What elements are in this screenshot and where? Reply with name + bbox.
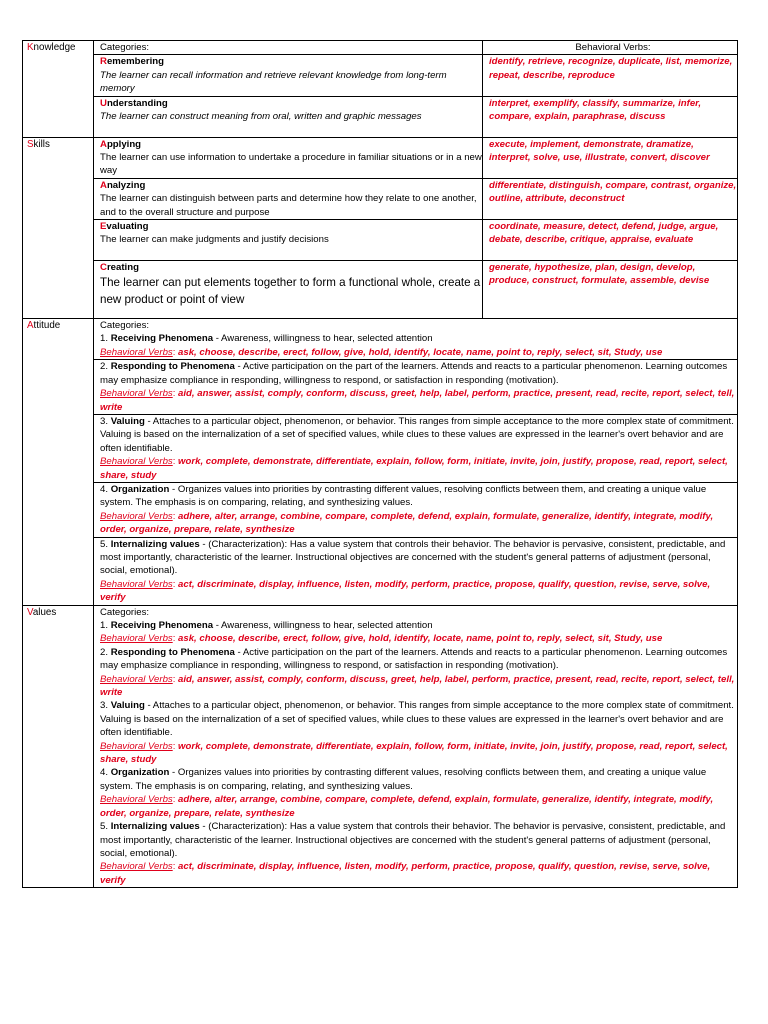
verbs-analyzing: differentiate, distinguish, compare, contrast, organize, outline, attribute, deconstruct: [483, 178, 738, 219]
list-item: 4. Organization - Organizes values into priorities by contrasting different values, resolving conflicts between them, and creating a unique value system. The emphasis is on comparing, relating, and synthesizing values. Behavioral Verbs: adhere, alter, arrange, combine, compare, complete, defend, explain, formulate, generalize, identify, integrate, modify, order, organize, prepare, relate, synthesize: [94, 482, 737, 537]
table-row: [23, 319, 738, 606]
table-row: [23, 137, 738, 178]
table-row: [23, 55, 738, 96]
knowledge-header-row: [23, 41, 738, 55]
category-description: The learner can use information to undertake a procedure in familiar situations or in a new way: [100, 152, 482, 177]
list-item: 1. Receiving Phenomena - Awareness, willingness to hear, selected attention Behavioral Verbs: ask, choose, describe, erect, follow, give, hold, identify, locate, name, point to, reply, select, sit, Study, use: [100, 333, 663, 358]
category-remembering: Remembering The learner can recall information and retrieve relevant knowledge from long-term memory: [94, 55, 483, 96]
category-evaluating: Evaluating The learner can make judgments and justify decisions: [94, 220, 483, 261]
verbs-applying: execute, implement, demonstrate, dramatize, interpret, solve, use, illustrate, convert, discover: [483, 137, 738, 178]
list-item: 3. Valuing - Attaches to a particular object, phenomenon, or behavior. This ranges from simple acceptance to the more complex state of commitment. Valuing is based on the internalization of a set of specified values, while clues to these values are expressed in the learner's overt behavior and are often identifiable. Behavioral Verbs: work, complete, demonstrate, differentiate, explain, follow, form, initiate, invite, join, justify, propose, read, report, select, share, study: [100, 700, 734, 766]
table-row: [23, 605, 738, 888]
category-applying: Applying The learner can use information to undertake a procedure in familiar situations or in a new way: [94, 137, 483, 178]
table-row: [23, 96, 738, 137]
category-analyzing: Analyzing The learner can distinguish between parts and determine how they relate to one another, and to the overall structure and purpose: [94, 178, 483, 219]
list-item: 2. Responding to Phenomena - Active participation on the part of the learners. Attends and reacts to a particular phenomenon. Learning outcomes may emphasize compliance in responding, willingness to respond, or satisfaction in responding (motivation). Behavioral Verbs: aid, answer, assist, comply, conform, discuss, greet, help, label, perform, practice, present, read, recite, report, select, tell, write: [100, 646, 735, 699]
categories-header: Categories:: [100, 320, 150, 332]
list-item: 2. Responding to Phenomena - Active participation on the part of the learners. Attends and reacts to a particular phenomenon. Learning outcomes may emphasize compliance in responding, willingness to respond, or satisfaction in responding (motivation). Behavioral Verbs: aid, answer, assist, comply, conform, discuss, greet, help, label, perform, practice, present, read, recite, report, select, tell, write: [94, 359, 737, 414]
table-row: [23, 261, 738, 319]
category-description: The learner can make judgments and justify decisions: [100, 234, 329, 246]
list-item: 4. Organization - Organizes values into priorities by contrasting different values, resolving conflicts between them, and creating a unique value system. The emphasis is on comparing, relating, and synthesizing values. Behavioral Verbs: adhere, alter, arrange, combine, compare, complete, defend, explain, formulate, generalize, identify, integrate, modify, order, organize, prepare, relate, synthesize: [100, 767, 714, 819]
table-row: [23, 178, 738, 219]
table-row: [23, 220, 738, 261]
verbs-remembering: identify, retrieve, recognize, duplicate, list, memorize, repeat, describe, reproduce: [483, 55, 738, 96]
category-description: The learner can construct meaning from oral, written and graphic messages: [100, 111, 422, 123]
domain-knowledge: Knowledge: [23, 41, 94, 138]
objectives-table-sheet: [22, 40, 735, 888]
list-item: 3. Valuing - Attaches to a particular object, phenomenon, or behavior. This ranges from simple acceptance to the more complex state of commitment. Valuing is based on the internalization of a set of specified values, while clues to these values are expressed in the learner's overt behavior and are often identifiable. Behavioral Verbs: work, complete, demonstrate, differentiate, explain, follow, form, initiate, invite, join, justify, propose, read, report, select, share, study: [94, 414, 737, 482]
domain-values: Values: [23, 605, 94, 888]
domain-attitude: Attitude: [23, 319, 94, 606]
categories-header: Categories:: [94, 41, 483, 55]
verbs-creating: generate, hypothesize, plan, design, develop, produce, construct, formulate, assemble, devise: [483, 261, 738, 319]
category-description: The learner can put elements together to form a functional whole, create a new product or point of view: [100, 276, 481, 307]
values-categories: [94, 605, 738, 888]
list-item: 5. Internalizing values - (Characterization): Has a value system that controls their behavior. The behavior is pervasive, consistent, predictable, and most importantly, characteristic of the learner. Instructional objectives are concerned with the student's general patterns of adjustment (personal, social, emotional). Behavioral Verbs: act, discriminate, display, influence, listen, modify, perform, practice, propose, qualify, question, revise, serve, solve, verify: [100, 821, 726, 886]
attitude-categories: [94, 319, 738, 606]
verbs-understanding: interpret, exemplify, classify, summarize, infer, compare, explain, paraphrase, discuss: [483, 96, 738, 137]
domain-skills: Skills: [23, 137, 94, 318]
category-description: The learner can distinguish between parts and determine how they relate to one another, and to the overall structure and purpose: [100, 193, 477, 218]
list-item: 1. Receiving Phenomena - Awareness, willingness to hear, selected attention Behavioral Verbs: ask, choose, describe, erect, follow, give, hold, identify, locate, name, point to, reply, select, sit, Study, use: [100, 620, 663, 645]
verbs-evaluating: coordinate, measure, detect, defend, judge, argue, debate, describe, critique, appraise, evaluate: [483, 220, 738, 261]
category-understanding: Understanding The learner can construct meaning from oral, written and graphic messages: [94, 96, 483, 137]
category-description: The learner can recall information and retrieve relevant knowledge from long-term memory: [100, 69, 447, 95]
learning-domains-table: [22, 40, 738, 888]
behavioral-verbs-header: Behavioral Verbs:: [483, 41, 738, 55]
category-creating: Creating The learner can put elements together to form a functional whole, create a new product or point of view: [94, 261, 483, 319]
categories-header: Categories:: [100, 606, 150, 618]
list-item: 5. Internalizing values - (Characterization): Has a value system that controls their behavior. The behavior is pervasive, consistent, predictable, and most importantly, characteristic of the learner. Instructional objectives are concerned with the student's general patterns of adjustment (personal, social, emotional). Behavioral Verbs: act, discriminate, display, influence, listen, modify, perform, practice, propose, qualify, question, revise, serve, solve, verify: [94, 537, 737, 605]
